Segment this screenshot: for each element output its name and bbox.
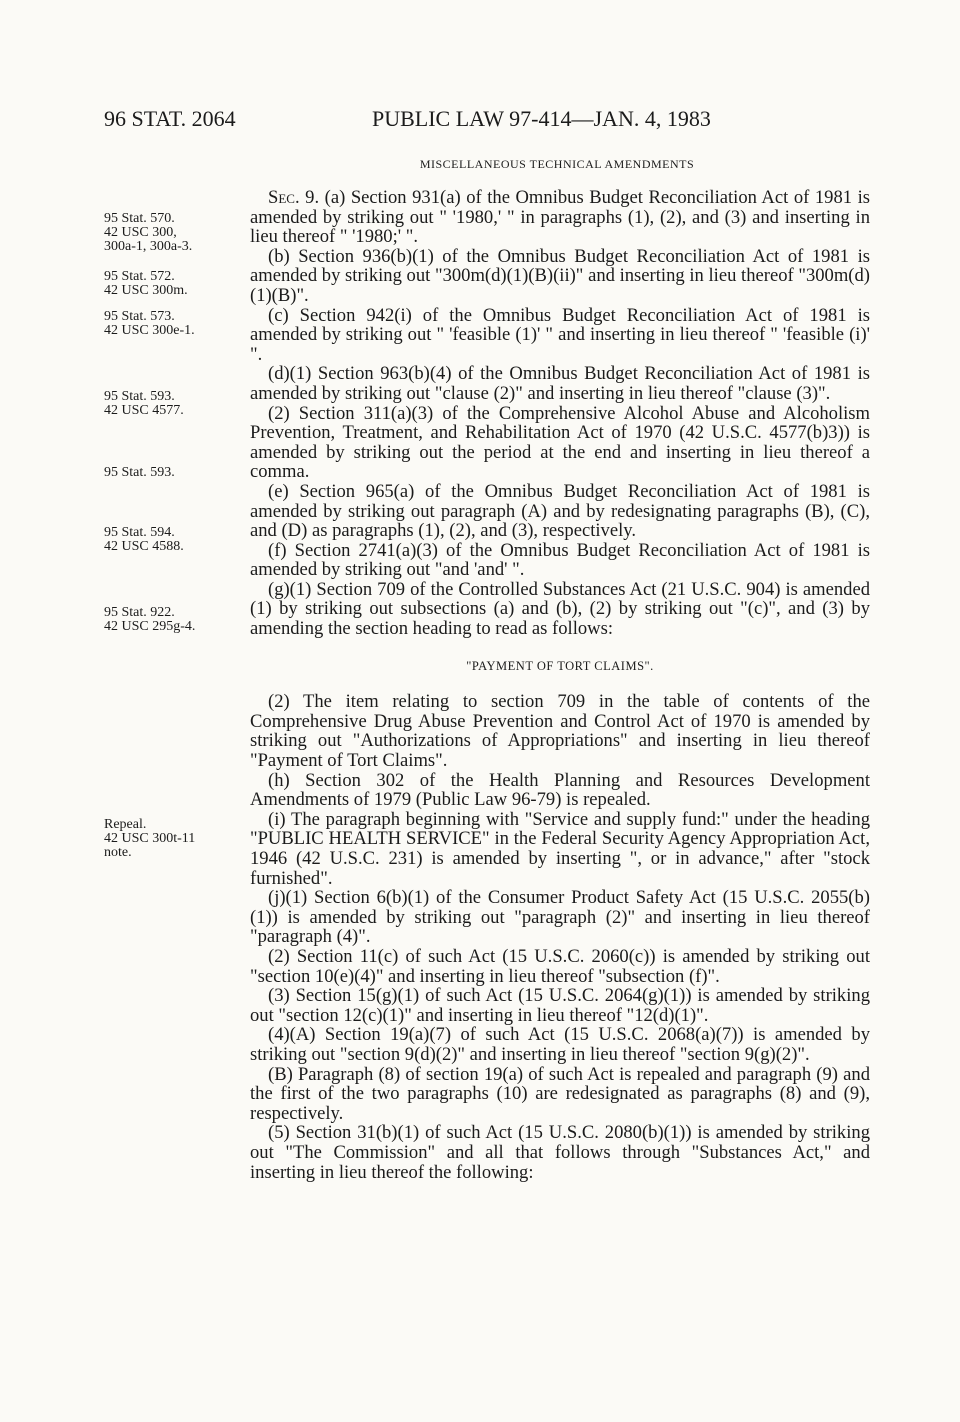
paragraph-g1: (g)(1) Section 709 of the Controlled Substances Act (21 U.S.C. 904) is amended (1) by striking out subsections (a) and (b), (2) by striking out "(c)", and (3) by amending the section heading to read as follows: — [250, 578, 870, 640]
paragraph-d2: (2) Section 311(a)(3) of the Comprehensive Alcohol Abuse and Alcoholism Prevention, Treatment, and Rehabilitation Act of 1970 (42 U.S.C. 4577(b)3)) is amended by striking out the period at the end and inserting in lieu thereof a comma. — [250, 402, 870, 483]
margin-note-d2 — [104, 466, 239, 480]
margin-note-h — [104, 818, 239, 860]
paragraph-b: (b) Section 936(b)(1) of the Omnibus Budget Reconciliation Act of 1981 is amended by striking out "300m(d)(1)(B)(ii)" and inserting in lieu thereof "300m(d)(1)(B)". — [250, 245, 870, 306]
paragraph-g2: (2) The item relating to section 709 in the table of contents of the Comprehensive Drug Abuse Prevention and Control Act of 1970 is amended by striking out "Authorizations of Appropriations" and inserting in lieu thereof "Payment of Tort Claims". — [250, 691, 870, 772]
paragraph-j4a: (4)(A) Section 19(a)(7) of such Act (15 U.S.C. 2068(a)(7)) is amended by striking out "section 9(d)(2)" and inserting in lieu thereof "section 9(g)(2)". — [250, 1024, 870, 1065]
paragraph-j5: (5) Section 31(b)(1) of such Act (15 U.S.C. 2080(b)(1)) is amended by striking out "The Commission" and all that follows through "Substances Act," and inserting in lieu thereof the following: — [250, 1122, 870, 1183]
paragraph-e: (e) Section 965(a) of the Omnibus Budget Reconciliation Act of 1981 is amended by striking out paragraph (A) and by redesignating paragraphs (B), (C), and (D) as paragraphs (1), (2), and (3), respectively. — [250, 480, 870, 542]
paragraph-h: (h) Section 302 of the Health Planning and Resources Development Amendments of 1979 (Public Law 96-79) is repealed. — [250, 769, 870, 811]
paragraph-i: (i) The paragraph beginning with "Service and supply fund:" under the heading "PUBLIC HEALTH SERVICE" in the Federal Security Agency Appropriation Act, 1946 (42 U.S.C. 231) is amended by inserting ", or in advance," after "stock furnished". — [250, 808, 870, 889]
margin-note-f — [104, 606, 239, 634]
margin-note-line: 95 Stat. 573. — [104, 309, 175, 324]
margin-note-line: 42 USC 4588. — [104, 539, 184, 554]
margin-note-line: 42 USC 295g-4. — [104, 619, 196, 634]
margin-note-line: note. — [104, 845, 132, 860]
margin-note-line: 42 USC 4577. — [104, 403, 184, 418]
margin-note-line: 300a-1, 300a-3. — [104, 239, 193, 254]
paragraph-c: (c) Section 942(i) of the Omnibus Budget Reconciliation Act of 1981 is amended by striking out " 'feasible (1)' " and inserting in lieu thereof " 'feasible (i)' ". — [250, 304, 870, 365]
paragraph-j4b: (B) Paragraph (8) of section 19(a) of such Act is repealed and paragraph (9) and the first of the two paragraphs (10) are redesignated as paragraphs (8) and (9), respectively. — [250, 1063, 870, 1124]
paragraph-d1: (d)(1) Section 963(b)(4) of the Omnibus Budget Reconciliation Act of 1981 is amended by striking out "clause (2)" and inserting in lieu thereof "clause (3)". — [250, 363, 870, 404]
margin-note-line: 42 USC 300t-11 — [104, 831, 196, 846]
section-body — [250, 188, 870, 1182]
paragraph-j2: (2) Section 11(c) of such Act (15 U.S.C. 2060(c)) is amended by striking out "section 10(e)(4)" and inserting in lieu thereof "subsection (f)". — [250, 945, 870, 987]
margin-note-line: 95 Stat. 594. — [104, 525, 175, 540]
paragraph-j1: (j)(1) Section 6(b)(1) of the Consumer Product Safety Act (15 U.S.C. 2055(b)(1)) is amended by striking out "paragraph (2)" and inserting in lieu thereof "paragraph (4)". — [250, 887, 870, 948]
margin-note-line: Repeal. — [104, 817, 147, 832]
margin-note-line: 42 USC 300, — [104, 225, 177, 240]
margin-note-line: 95 Stat. 922. — [104, 605, 175, 620]
paragraph-f: (f) Section 2741(a)(3) of the Omnibus Budget Reconciliation Act of 1981 is amended by striking out "and 'and' ". — [250, 539, 870, 581]
page-header-stat: 96 STAT. 2064 — [104, 106, 236, 131]
margin-note-a — [104, 212, 239, 254]
paragraph-a — [250, 188, 870, 247]
margin-note-line: 95 Stat. 593. — [104, 389, 175, 404]
paragraph-j3: (3) Section 15(g)(1) of such Act (15 U.S.C. 2064(g)(1)) is amended by striking out "section 12(c)(1)" and inserting in lieu thereof "12(d)(1)". — [250, 985, 870, 1026]
paragraph-g-heading: "PAYMENT OF TORT CLAIMS". — [466, 658, 654, 673]
paragraph-a-text: (a) Section 931(a) of the Omnibus Budget Reconciliation Act of 1981 is amended by striking out " '1980,' " in paragraphs (1), (2), and (3) and inserting in lieu thereof " '1980;' ". — [250, 187, 870, 248]
margin-note-c — [104, 310, 239, 338]
margin-note-line: 95 Stat. 570. — [104, 211, 175, 226]
margin-note-line: 42 USC 300m. — [104, 283, 188, 298]
margin-note-line: 95 Stat. 593. — [104, 465, 175, 480]
section-heading: MISCELLANEOUS TECHNICAL AMENDMENTS — [419, 157, 695, 171]
page-header-law: PUBLIC LAW 97-414—JAN. 4, 1983 — [372, 106, 711, 131]
margin-note-b — [104, 270, 239, 298]
section-label: Sec. 9. — [268, 187, 320, 208]
margin-note-line: 95 Stat. 572. — [104, 269, 175, 284]
margin-note-d1 — [104, 390, 239, 418]
margin-note-e — [104, 526, 239, 554]
margin-note-line: 42 USC 300e-1. — [104, 323, 195, 338]
